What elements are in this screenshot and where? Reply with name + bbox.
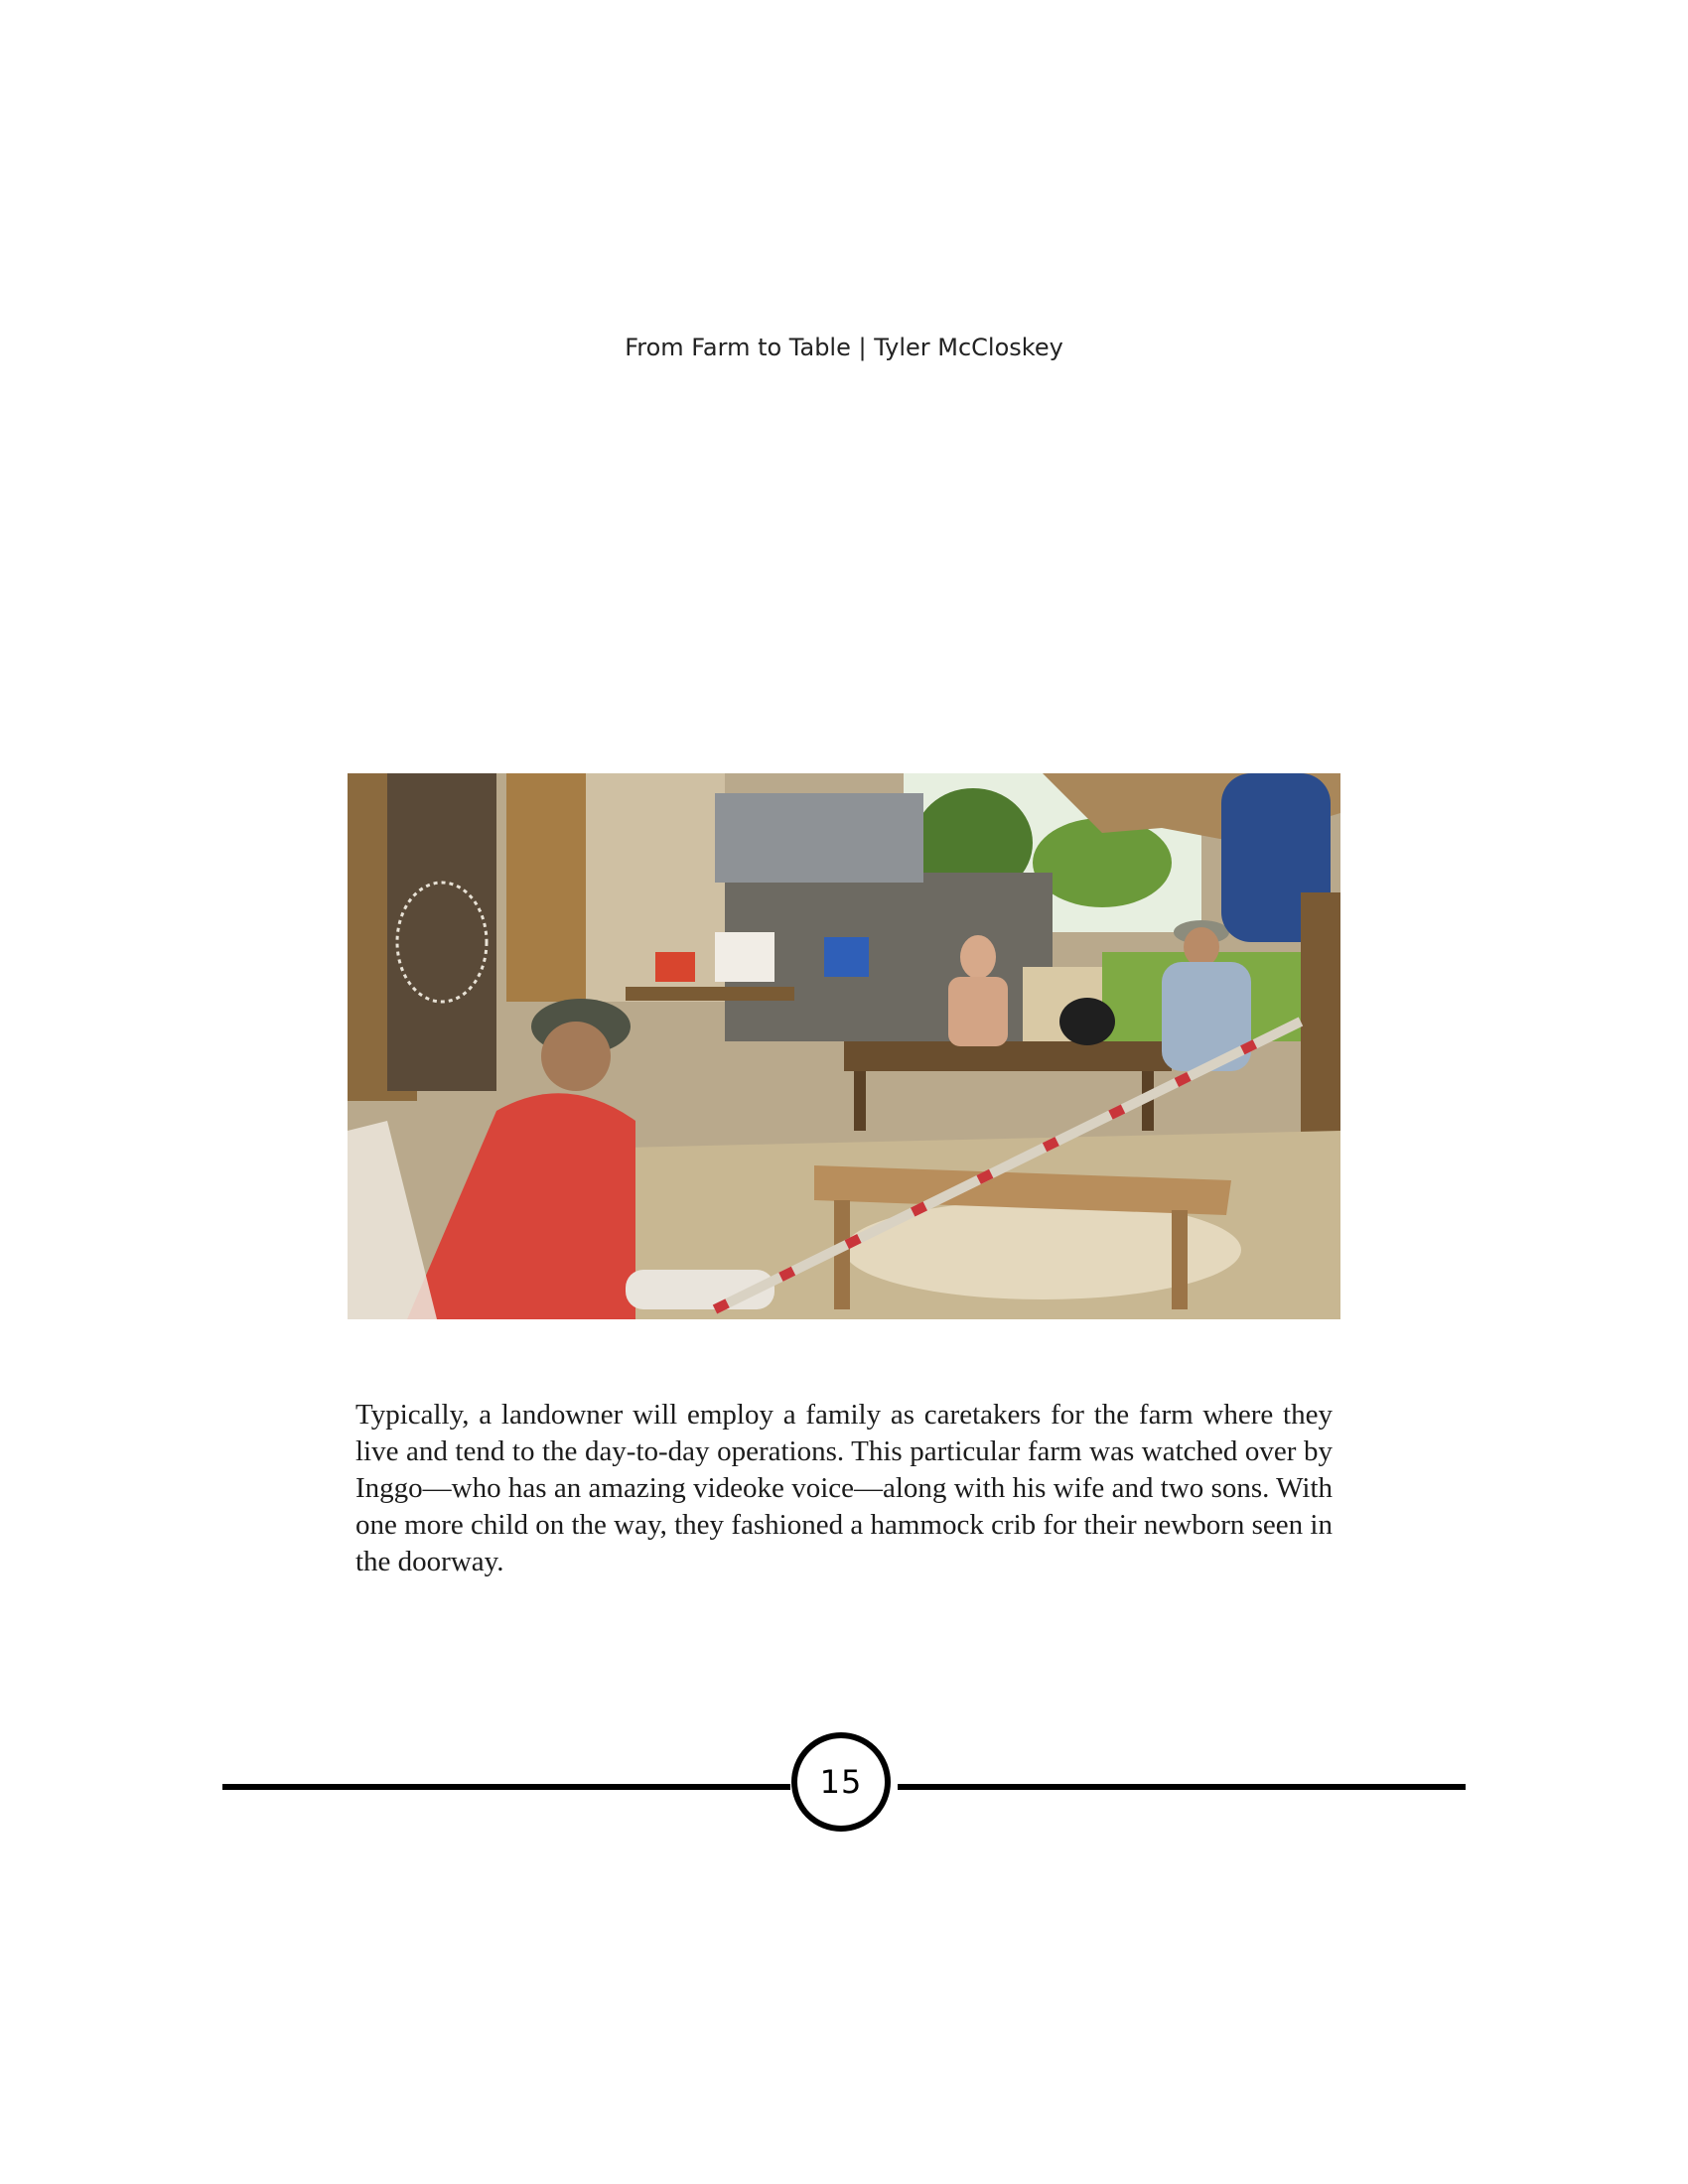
page-number-badge: [791, 1732, 891, 1832]
page-number: 15: [819, 1763, 863, 1801]
footer-rule-left: [222, 1784, 790, 1790]
running-header: From Farm to Table | Tyler McCloskey: [625, 334, 1063, 361]
farm-photo: [348, 773, 1340, 1319]
footer-rule-right: [898, 1784, 1466, 1790]
photo-caption: Typically, a landowner will employ a family as caretakers for the farm where they live and tend to the day-to-day operations. This particular farm was watched over by Inggo—who has an amazing videoke voice—along with his wife and two sons. With one more child on the way, they fashioned a hammock crib for their newborn seen in the doorway.: [355, 1399, 1333, 1577]
